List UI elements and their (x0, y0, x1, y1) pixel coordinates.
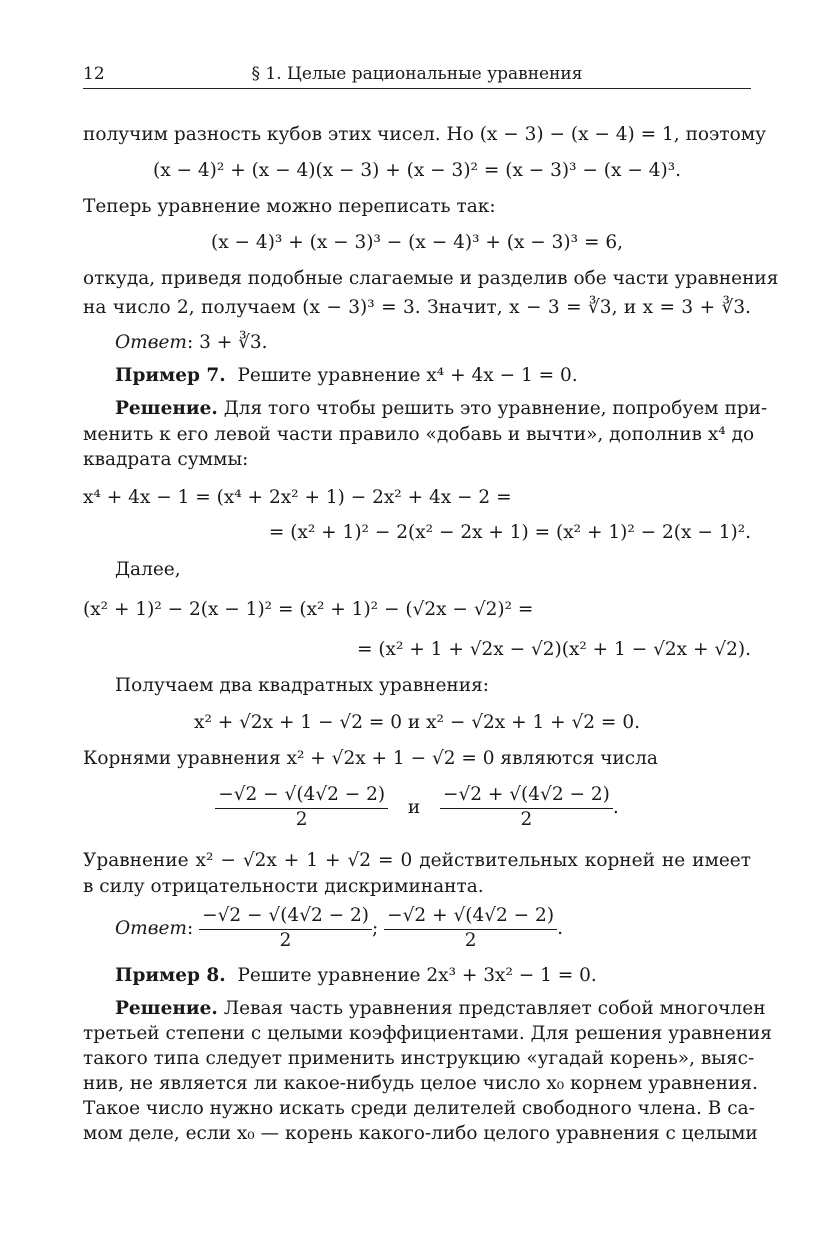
answer-2-denominator: 2 (464, 930, 477, 951)
answer-2: Ответ: $\frac{-√2 - √(4√2 - 2)}{2}$ ; $\frac{-√2 + √(4√2 - 2)}{2}$ . (115, 905, 563, 951)
example-8-text: Решите уравнение 2x³ + 3x² − 1 = 0. (237, 965, 597, 986)
example-label: Пример 7. (115, 365, 226, 386)
example-8-label: Пример 8. (115, 965, 226, 986)
page-number: 12 (83, 64, 105, 84)
answer-2-label: Ответ (115, 918, 187, 939)
root-1-numerator: −√2 − √(4√2 − 2) (215, 784, 388, 809)
answer-1 (83, 330, 783, 356)
running-header (83, 64, 751, 89)
example-text: Решите уравнение x⁴ + 4x − 1 = 0. (237, 365, 578, 386)
text-line-14: Далее, (115, 559, 181, 580)
text-line-30: мом деле, если x₀ — корень какого-либо целого уравнения с целыми (83, 1123, 758, 1144)
answer-fraction-2 (384, 905, 557, 952)
solution-7-line-1 (83, 396, 768, 422)
root-1-denominator: 2 (295, 809, 308, 830)
root-2-denominator: 2 (520, 809, 533, 830)
text-line-26: третьей степени с целыми коэффициентами. Для решения уравнения (83, 1023, 772, 1044)
answer-value: : 3 + ∛3. (186, 332, 268, 353)
text-line-1: получим разность кубов этих чисел. Но (x − 3) − (x − 4) = 1, поэтому (83, 124, 767, 145)
equation-2: (x − 4)³ + (x − 3)³ − (x − 4)³ + (x − 3)³ = 6, (211, 232, 623, 253)
text-line-6: на число 2, получаем (x − 3)³ = 3. Значит, x − 3 = ∛3, и x = 3 + ∛3. (83, 297, 751, 318)
answer-fraction-1 (199, 905, 372, 952)
and-word: и (407, 797, 421, 818)
roots-display: $\frac{-√2 - √(4√2 - 2)}{2}$ и $\frac{-√2 + √(4√2 - 2)}{2}$ . (83, 784, 751, 831)
solution-label: Решение. (115, 398, 218, 419)
text-line-21: Уравнение x² − √2x + 1 + √2 = 0 действительных корней не имеет (83, 850, 751, 871)
text-line-3: Теперь уравнение можно переписать так: (83, 196, 496, 217)
equation-5: x² + √2x + 1 − √2 = 0 и x² − √2x + 1 + √2 = 0. (194, 712, 640, 733)
answer-1-denominator: 2 (279, 930, 292, 951)
solution-8-line-1 (83, 996, 766, 1022)
text-line-22: в силу отрицательности дискриминанта. (83, 876, 484, 897)
solution-8-label: Решение. (115, 998, 218, 1019)
answer-label: Ответ (115, 332, 187, 353)
text-line-27: такого типа следует применить инструкцию «угадай корень», выяс- (83, 1048, 755, 1069)
equation-3a: x⁴ + 4x − 1 = (x⁴ + 2x² + 1) − 2x² + 4x − 2 = (83, 487, 512, 508)
answer-2-numerator: −√2 + √(4√2 − 2) (384, 905, 557, 930)
text-line-28: нив, не является ли какое-нибудь целое число x₀ корнем уравнения. (83, 1073, 758, 1094)
example-7 (83, 363, 783, 389)
text-line-29: Такое число нужно искать среди делителей свободного члена. В са- (83, 1098, 755, 1119)
text-line-10: менить к его левой части правило «добавь и вычти», дополнив x⁴ до (83, 424, 755, 445)
text-line-11: квадрата суммы: (83, 449, 249, 470)
solution-8-text: Левая часть уравнения представляет собой многочлен (223, 998, 766, 1019)
root-fraction-2 (440, 784, 613, 831)
equation-4a: (x² + 1)² − 2(x − 1)² = (x² + 1)² − (√2x − √2)² = (83, 599, 534, 620)
text-line-17: Получаем два квадратных уравнения: (115, 675, 489, 696)
equation-1: (x − 4)² + (x − 4)(x − 3) + (x − 3)² = (x − 3)³ − (x − 4)³. (153, 160, 681, 181)
example-8 (83, 963, 783, 989)
equation-3b: = (x² + 1)² − 2(x² − 2x + 1) = (x² + 1)² − 2(x − 1)². (268, 522, 751, 543)
root-fraction-1 (215, 784, 388, 831)
equation-4b: = (x² + 1 + √2x − √2)(x² + 1 − √2x + √2). (356, 639, 751, 660)
section-title: § 1. Целые рациональные уравнения (251, 64, 583, 84)
answer-1-numerator: −√2 − √(4√2 − 2) (199, 905, 372, 930)
text-line-19: Корнями уравнения x² + √2x + 1 − √2 = 0 являются числа (83, 748, 658, 769)
solution-text: Для того чтобы решить это уравнение, попробуем при- (223, 398, 768, 419)
root-2-numerator: −√2 + √(4√2 − 2) (440, 784, 613, 809)
text-line-5: откуда, приведя подобные слагаемые и разделив обе части уравнения (83, 268, 779, 289)
